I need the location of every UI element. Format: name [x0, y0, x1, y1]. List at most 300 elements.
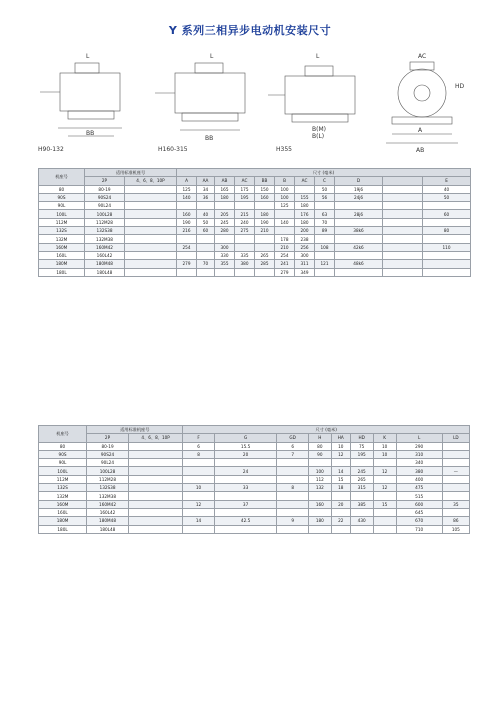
t2-cell [308, 508, 331, 516]
t2-table-row [39, 450, 470, 458]
t1-cell: 132M38 [85, 235, 125, 243]
t2-cell [128, 484, 182, 492]
t1-col-c: C [315, 177, 335, 185]
t2-cell: 160M42 [87, 500, 129, 508]
t2-cell [128, 442, 182, 450]
t1-cell [423, 218, 471, 226]
t2-cell: 15 [373, 500, 396, 508]
t1-cell [335, 202, 383, 210]
t2-cell: 380 [396, 467, 442, 475]
t1-cell: 90L [39, 202, 85, 210]
t2-cell: 24 [214, 467, 277, 475]
t2-cell [442, 492, 469, 500]
t2-cell [128, 459, 182, 467]
t1-cell: 200 [295, 227, 315, 235]
t1-cell: 279 [177, 260, 197, 268]
t1-cell: 165 [215, 185, 235, 193]
t2-cell: 180L48 [87, 525, 129, 533]
t1-cell: 195 [235, 193, 255, 201]
t1-cell: 254 [177, 243, 197, 251]
t1-table-row [39, 193, 471, 201]
t2-col-ha: HA [331, 434, 350, 442]
t2-cell [373, 475, 396, 483]
t2-cell: 15 [331, 475, 350, 483]
t2-cell: 10 [373, 450, 396, 458]
t1-table-row [39, 260, 471, 268]
dimension-table-1 [38, 168, 471, 277]
t1-cell: 180L48 [85, 268, 125, 276]
t1-table-row [39, 202, 471, 210]
t2-cell [183, 467, 214, 475]
t1-cell [177, 268, 197, 276]
t1-cell [335, 235, 383, 243]
t2-cell: 160 [308, 500, 331, 508]
t1-cell [255, 235, 275, 243]
t2-cell: 8 [277, 484, 308, 492]
t2-cell: 340 [396, 459, 442, 467]
t1-cell [383, 235, 423, 243]
t1-cell: 132M [39, 235, 85, 243]
t1-cell [125, 185, 177, 193]
t2-cell [373, 508, 396, 516]
t1-cell: 155 [295, 193, 315, 201]
drawing-dim-hd: HD [455, 83, 465, 90]
t2-cell [183, 508, 214, 516]
t1-cell [383, 268, 423, 276]
t1-cell: 80 [423, 227, 471, 235]
t2-cell: 75 [350, 442, 373, 450]
t1-cell [125, 227, 177, 235]
t2-cell: 20 [331, 500, 350, 508]
t2-cell: 160L42 [87, 508, 129, 516]
t1-cell: 89 [315, 227, 335, 235]
t1-cell [255, 243, 275, 251]
t2-col-ld: LD [442, 434, 469, 442]
t2-dims-header: 尺寸 (毫米) [183, 426, 470, 434]
t2-cell: 9 [277, 517, 308, 525]
drawing-dim-l-2: L [210, 53, 214, 60]
t1-cell [383, 210, 423, 218]
t1-table-row [39, 243, 471, 251]
drawing-dim-l-1: L [86, 53, 90, 60]
t1-cell [315, 235, 335, 243]
t2-cell [442, 484, 469, 492]
t2-cell [183, 492, 214, 500]
t1-cell: 100 [275, 185, 295, 193]
t1-frame-header: 机座号 [39, 169, 85, 186]
t2-cell: 22 [331, 517, 350, 525]
t1-col-a: A [177, 177, 197, 185]
t2-cell: 670 [396, 517, 442, 525]
t1-cell: 254 [275, 251, 295, 259]
t1-cell [423, 235, 471, 243]
t2-table-row [39, 442, 470, 450]
t2-col-g: G [214, 434, 277, 442]
t1-cell: 90L24 [85, 202, 125, 210]
t2-table-row [39, 475, 470, 483]
t2-cell: 80-19 [87, 442, 129, 450]
t2-cell [214, 459, 277, 467]
t1-cell: 63 [315, 210, 335, 218]
t2-cell [442, 442, 469, 450]
t1-cell [125, 243, 177, 251]
t1-cell [125, 210, 177, 218]
t1-cell: 125 [275, 202, 295, 210]
t2-cell [308, 525, 331, 533]
t2-cell: 515 [396, 492, 442, 500]
drawing-dim-ac: AC [418, 53, 427, 60]
t1-col-ac2: AC [295, 177, 315, 185]
t2-cell [350, 525, 373, 533]
t1-cell: 280 [215, 227, 235, 235]
t2-col-k: K [373, 434, 396, 442]
t1-cell: 205 [215, 210, 235, 218]
t1-col-e: E [423, 177, 471, 185]
t2-cell: 112M [39, 475, 87, 483]
t2-col-hd: HD [350, 434, 373, 442]
t2-cell [331, 508, 350, 516]
t1-cell [197, 235, 215, 243]
t2-cell: 14 [183, 517, 214, 525]
t2-col-l: L [396, 434, 442, 442]
t1-cell: 160 [177, 210, 197, 218]
t1-cell: 19j6 [335, 185, 383, 193]
t2-cell [214, 508, 277, 516]
t1-cell [383, 202, 423, 210]
t2-cell [214, 475, 277, 483]
t2-table-row [39, 459, 470, 467]
t1-cell [125, 251, 177, 259]
t2-cell: 12 [373, 484, 396, 492]
t2-cell [214, 492, 277, 500]
t1-cell: 90S24 [85, 193, 125, 201]
t1-cell [125, 268, 177, 276]
t2-cell: 90 [308, 450, 331, 458]
motor-outline-drawings [30, 48, 470, 158]
t1-cell: 60 [197, 227, 215, 235]
t2-cell: 6 [183, 442, 214, 450]
t2-cell: 42.5 [214, 517, 277, 525]
t1-col-aa: AA [197, 177, 215, 185]
t2-cell: 195 [350, 450, 373, 458]
t2-cell: 100 [308, 467, 331, 475]
t2-cell: 180M48 [87, 517, 129, 525]
t1-col-blank [383, 177, 423, 185]
t2-cell: 6 [277, 442, 308, 450]
t1-cell: 330 [215, 251, 235, 259]
t1-cell: 311 [295, 260, 315, 268]
t1-cell [423, 260, 471, 268]
t2-cell [442, 508, 469, 516]
dimension-table-2 [38, 425, 470, 534]
t2-cell: 100L28 [87, 467, 129, 475]
t1-cell [335, 218, 383, 226]
t2-cell [128, 467, 182, 475]
t1-cell: 215 [235, 210, 255, 218]
t1-cell: 108 [315, 243, 335, 251]
drawing-dim-l-3: L [316, 53, 320, 60]
t2-cell: 8 [183, 450, 214, 458]
t2-col-h: H [308, 434, 331, 442]
t1-cell: 24j6 [335, 193, 383, 201]
t1-cell: 335 [235, 251, 255, 259]
t1-cell: 180M [39, 260, 85, 268]
t1-standard-header: 适用标准机座号 [85, 169, 177, 177]
t1-cell: 265 [255, 251, 275, 259]
drawing-dim-a: A [418, 127, 423, 134]
motor-drawings [30, 48, 470, 158]
t2-table-row [39, 517, 470, 525]
t1-cell [215, 235, 235, 243]
t1-cell: 216 [177, 227, 197, 235]
t2-cell: 315 [350, 484, 373, 492]
t1-cell [315, 268, 335, 276]
t2-pole-4: 4、6、8、10P [128, 434, 182, 442]
t1-cell: 100L28 [85, 210, 125, 218]
t1-cell [215, 268, 235, 276]
t2-table-row [39, 508, 470, 516]
t2-cell [277, 475, 308, 483]
t2-cell: 37 [214, 500, 277, 508]
t1-dims-header: 尺寸 (毫米) [177, 169, 471, 177]
t2-cell [128, 517, 182, 525]
t1-cell: 56 [315, 193, 335, 201]
t1-cell: 40 [197, 210, 215, 218]
t2-cell: 90L24 [87, 459, 129, 467]
t2-cell: 290 [396, 442, 442, 450]
t1-cell [275, 210, 295, 218]
t2-frame-header: 机座号 [39, 426, 87, 443]
t1-cell [423, 251, 471, 259]
t2-cell [442, 459, 469, 467]
t1-cell: 28j6 [335, 210, 383, 218]
t2-cell: 112 [308, 475, 331, 483]
t1-cell: 210 [275, 243, 295, 251]
t1-cell [235, 243, 255, 251]
t2-col-f: F [183, 434, 214, 442]
t2-cell [350, 508, 373, 516]
t2-cell: 10 [331, 442, 350, 450]
t2-cell: 132 [308, 484, 331, 492]
t2-cell: 710 [396, 525, 442, 533]
t1-cell: 180L [39, 268, 85, 276]
page-title: Y 系列三相异步电动机安装尺寸 [168, 24, 332, 37]
t1-cell: 50 [423, 193, 471, 201]
t1-cell [383, 251, 423, 259]
t1-col-bb: BB [255, 177, 275, 185]
t2-cell: 12 [373, 467, 396, 475]
t2-cell: 160M [39, 500, 87, 508]
t1-cell: 80 [39, 185, 85, 193]
t2-col-gd: GD [277, 434, 308, 442]
t2-cell: 132S [39, 484, 87, 492]
t1-col-ab: AB [215, 177, 235, 185]
t2-cell [373, 459, 396, 467]
t2-cell [183, 459, 214, 467]
t2-body [39, 442, 470, 533]
t2-cell: 90S24 [87, 450, 129, 458]
t1-cell [177, 251, 197, 259]
t1-cell: 190 [255, 218, 275, 226]
t1-cell [423, 268, 471, 276]
t1-cell [315, 202, 335, 210]
t2-cell: 600 [396, 500, 442, 508]
t2-cell: 90S [39, 450, 87, 458]
t2-cell [183, 475, 214, 483]
t1-cell: 241 [275, 260, 295, 268]
t2-cell: 20 [214, 450, 277, 458]
t1-cell: 50 [197, 218, 215, 226]
t2-cell [277, 459, 308, 467]
t1-table-row [39, 185, 471, 193]
t2-cell: 112M28 [87, 475, 129, 483]
t1-cell: 300 [295, 251, 315, 259]
t2-cell: 33 [214, 484, 277, 492]
drawing-h90-132 [40, 63, 122, 136]
t2-cell [442, 450, 469, 458]
t1-cell [125, 218, 177, 226]
t1-cell [383, 260, 423, 268]
t2-cell: 100L [39, 467, 87, 475]
t1-cell [255, 202, 275, 210]
t1-cell [275, 227, 295, 235]
drawing-dim-bm: B(M) [312, 126, 326, 133]
t1-cell: 132S38 [85, 227, 125, 235]
drawing-dim-ab: AB [416, 147, 425, 154]
t1-cell [335, 251, 383, 259]
t2-cell: 7 [277, 450, 308, 458]
t2-cell [308, 492, 331, 500]
t1-table-row [39, 227, 471, 235]
t2-table-row [39, 500, 470, 508]
t2-cell: 12 [183, 500, 214, 508]
t2-cell [373, 492, 396, 500]
t1-cell: 380 [235, 260, 255, 268]
t2-cell: 35 [442, 500, 469, 508]
t1-cell [383, 185, 423, 193]
t1-cell: 70 [197, 260, 215, 268]
t1-cell: 160M42 [85, 243, 125, 251]
t2-cell: 475 [396, 484, 442, 492]
t1-col-ac: AC [235, 177, 255, 185]
t2-standard-header: 适用标准机座号 [87, 426, 183, 434]
t2-cell: 86 [442, 517, 469, 525]
t2-cell: — [442, 467, 469, 475]
t2-cell [277, 500, 308, 508]
t2-cell [128, 500, 182, 508]
t1-cell [383, 227, 423, 235]
t1-cell [215, 202, 235, 210]
t2-cell: 80 [39, 442, 87, 450]
t2-cell: 18 [331, 484, 350, 492]
t2-cell: 245 [350, 467, 373, 475]
t2-cell [183, 525, 214, 533]
t2-cell [442, 475, 469, 483]
t1-table-row [39, 210, 471, 218]
t2-cell: 180L [39, 525, 87, 533]
t2-cell [350, 492, 373, 500]
t2-cell [128, 492, 182, 500]
t1-cell: 121 [315, 260, 335, 268]
drawing-h355 [268, 66, 355, 122]
t1-cell: 140 [275, 218, 295, 226]
t1-cell: 180 [295, 202, 315, 210]
t1-cell: 176 [295, 210, 315, 218]
t1-cell: 140 [177, 193, 197, 201]
t1-table-row [39, 251, 471, 259]
t2-cell: 180M [39, 517, 87, 525]
t1-cell [197, 268, 215, 276]
t1-cell [125, 193, 177, 201]
t2-cell: 105 [442, 525, 469, 533]
t1-cell: 180 [295, 218, 315, 226]
t1-cell: 210 [255, 227, 275, 235]
t1-cell [177, 235, 197, 243]
t1-cell [255, 268, 275, 276]
t1-cell: 36 [197, 193, 215, 201]
t1-cell: 355 [215, 260, 235, 268]
t1-cell [235, 268, 255, 276]
t2-cell: 645 [396, 508, 442, 516]
t1-cell: 180 [255, 210, 275, 218]
t1-cell [197, 243, 215, 251]
t1-cell: 238 [295, 235, 315, 243]
t1-table-row [39, 268, 471, 276]
t1-cell [315, 251, 335, 259]
t2-cell [214, 525, 277, 533]
t2-cell: 132S38 [87, 484, 129, 492]
drawing-label-3: H355 [276, 146, 292, 153]
t1-cell [125, 235, 177, 243]
t1-cell: 160L42 [85, 251, 125, 259]
t2-cell: 132M38 [87, 492, 129, 500]
drawing-dim-bb-1: BB [86, 130, 95, 137]
t2-cell [331, 525, 350, 533]
t1-pole-2: 2P [85, 177, 125, 185]
t2-cell [277, 508, 308, 516]
t2-cell [277, 492, 308, 500]
t1-cell: 112M28 [85, 218, 125, 226]
t1-cell: 100L [39, 210, 85, 218]
t2-cell: 265 [350, 475, 373, 483]
t1-cell [383, 243, 423, 251]
t1-cell: 60 [423, 210, 471, 218]
t2-cell: 160L [39, 508, 87, 516]
t1-cell: 180 [215, 193, 235, 201]
t1-table-row [39, 218, 471, 226]
t2-cell [350, 459, 373, 467]
t2-cell [308, 459, 331, 467]
t2-cell: 132M [39, 492, 87, 500]
t1-cell: 178 [275, 235, 295, 243]
t1-cell: 180M48 [85, 260, 125, 268]
t2-cell [128, 525, 182, 533]
t2-cell: 310 [396, 450, 442, 458]
t1-cell: 275 [235, 227, 255, 235]
drawing-dim-bl: B(L) [312, 133, 325, 140]
t1-cell: 285 [255, 260, 275, 268]
drawing-label-1: H90-132 [38, 146, 64, 153]
t2-cell: 10 [183, 484, 214, 492]
t1-cell: 42k6 [335, 243, 383, 251]
t1-cell [335, 268, 383, 276]
t2-cell: 14 [331, 467, 350, 475]
t1-cell [383, 193, 423, 201]
t1-cell [177, 202, 197, 210]
t2-cell: 12 [331, 450, 350, 458]
t1-cell: 112M [39, 218, 85, 226]
t1-cell: 38k6 [335, 227, 383, 235]
